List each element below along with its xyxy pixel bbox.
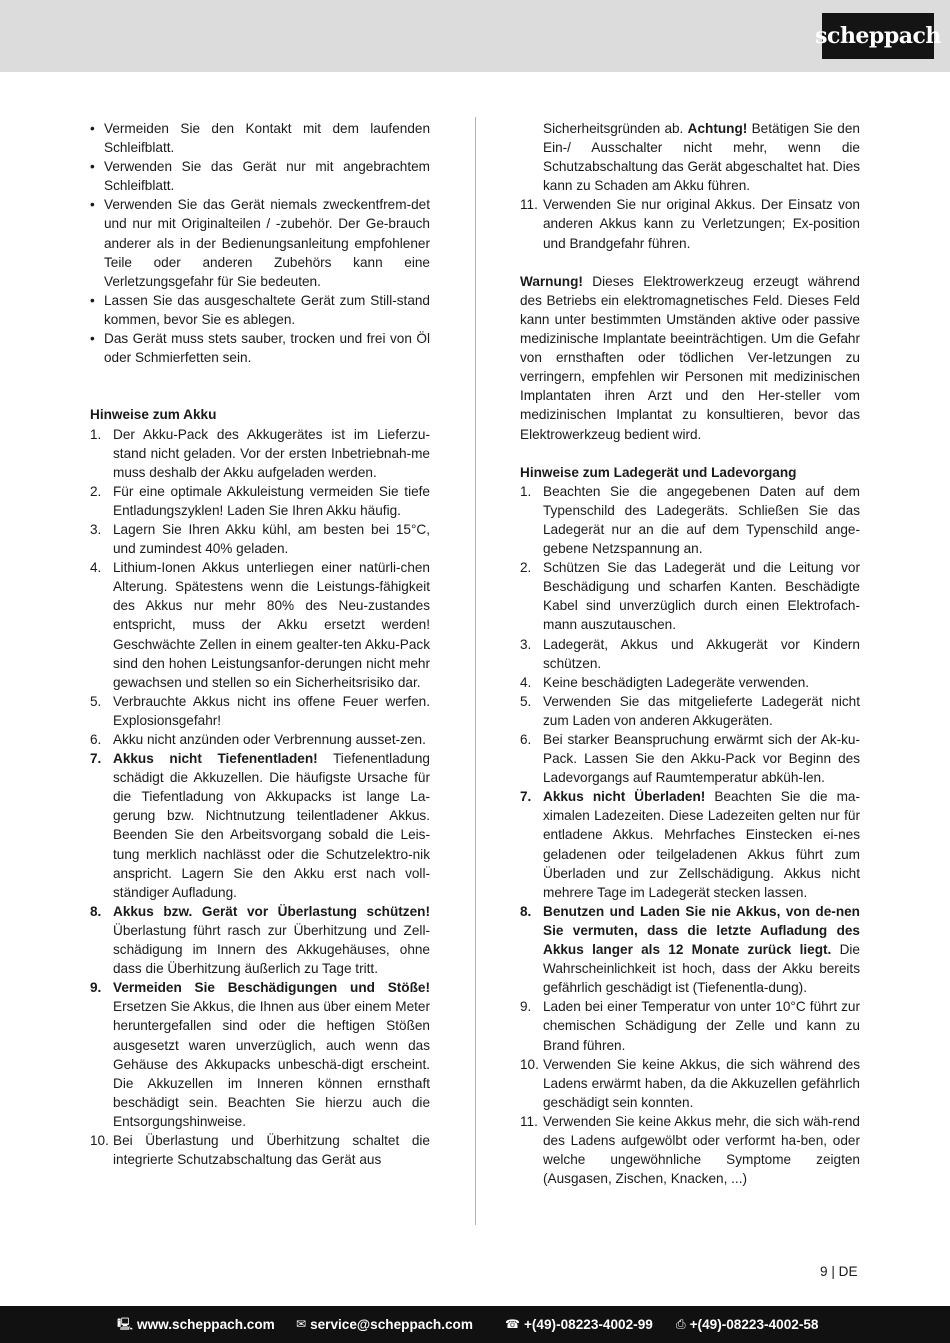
bullet-item: • Vermeiden Sie den Kontakt mit dem laufenden Schleifblatt.: [90, 119, 430, 157]
logo-text: scheppach: [815, 23, 941, 49]
section-heading-charger: Hinweise zum Ladegerät und Ladevorgang: [520, 464, 797, 480]
bullet-item: • Das Gerät muss stets sauber, trocken und frei von Öl oder Schmierfetten sein.: [90, 329, 430, 367]
bullet-item: • Verwenden Sie das Gerät niemals zweckentfrem-det und nur mit Originalteilen / -zubehör. Der Ge-brauch anderer als in der Bedienungsanleitung empfohlener Teile oder anderen Zubehörs kann eine Verletzungsgefahr für Sie bedeuten.: [90, 195, 430, 290]
list-item: 7. Akkus nicht Tiefenentladen! Tiefenentladung schädigt die Akkuzellen. Die häufigste Ursache für die Tiefentladung von Akkupacks ist lange La-gerung bzw. Nichtnutzung teilentladener Akkus. Beenden Sie den Arbeitsvorgang sobald die Leis-tung merklich nachlässt oder die Schutzelektro-nik anspricht. Lagern Sie den Akku erst nach voll-ständiger Aufladung.: [90, 751, 430, 900]
list-item: 1. Beachten Sie die angegebenen Daten auf dem Typenschild des Ladegeräts. Schließen Sie das Ladegerät nur an die auf dem Typenschild ange-gebene Netzspannung an.: [520, 483, 860, 557]
bullet-item: • Verwenden Sie das Gerät nur mit angebrachtem Schleifblatt.: [90, 157, 430, 195]
header-band: [0, 0, 950, 72]
website-link[interactable]: www.scheppach.com: [137, 1317, 275, 1332]
page-number: 9 | DE: [820, 1264, 858, 1279]
list-item: 5. Verbrauchte Akkus nicht ins offene Feuer werfen. Explosionsgefahr!: [90, 693, 430, 728]
footer-website[interactable]: [117, 1316, 275, 1333]
email-link[interactable]: service@scheppach.com: [310, 1317, 473, 1332]
list-item: 7. Akkus nicht Überladen! Beachten Sie die ma-ximalen Ladezeiten. Diese Ladezeiten gelten nur für entladene Akkus. Mehrfaches Einstecken ei-nes geladenen oder teilgeladenen Akkus führt zum Überladen und zur Zellschädigung. Akkus nicht mehrere Tage im Ladegerät stecken lassen.: [520, 789, 861, 900]
column-divider: [475, 117, 476, 1225]
list-item: 10. Bei Überlastung und Überhitzung schaltet die integrierte Schutzabschaltung das Gerät aus: [90, 1132, 430, 1168]
list-item: 3. Ladegerät, Akkus und Akkugerät vor Kindern schützen.: [520, 636, 860, 671]
footer-phone: [505, 1316, 653, 1333]
right-column: [520, 119, 860, 1188]
computer-icon: 🖳: [117, 1317, 134, 1331]
list-item: 11. Verwenden Sie nur original Akkus. Der Einsatz von anderen Akkus kann zu Verletzungen; Ex-position und Brandgefahr führen.: [520, 197, 860, 251]
footer-fax: [676, 1316, 818, 1333]
email-icon: ✉: [296, 1317, 307, 1331]
list-item: 6. Bei starker Beanspruchung erwärmt sich der Ak-ku-Pack. Lassen Sie den Akku-Pack vor Beginn des Ladevorgangs auf Raumtemperatur abküh-len.: [520, 732, 860, 786]
list-item: 1. Der Akku-Pack des Akkugerätes ist im Lieferzu-stand nicht geladen. Vor der ersten Inbetriebnah-me muss deshalb der Akku aufgeladen werden.: [90, 426, 430, 480]
list-item: 9. Laden bei einer Temperatur von unter 10°C führt zur chemischen Schädigung der Zelle und kann zu Brand führen.: [520, 999, 860, 1053]
list-item: 8. Akkus bzw. Gerät vor Überlastung schützen! Überlastung führt rasch zur Überhitzung und Zell-schädigung im Innern des Akkugehäuses, ohne dass die Überhitzung äußerlich zu Tage tritt.: [90, 903, 430, 977]
footer-email[interactable]: [296, 1316, 473, 1333]
fax-number: +(49)-08223-4002-58: [689, 1317, 819, 1332]
list-item: 2. Für eine optimale Akkuleistung vermeiden Sie tiefe Entladungszyklen! Laden Sie Ihren Akku häufig.: [90, 483, 430, 518]
fax-icon: ⎙: [676, 1317, 686, 1331]
list-item: 5. Verwenden Sie das mitgelieferte Ladegerät nicht zum Laden von anderen Akkugeräten.: [520, 693, 860, 728]
list-item: 2. Schützen Sie das Ladegerät und die Leitung vor Beschädigung und scharfen Kanten. Beschädigte Kabel sind unverzüglich durch einen Elektrofach-mann auszutauschen.: [520, 560, 860, 633]
list-item-continued: Sicherheitsgründen ab. Achtung! Betätigen Sie den Ein-/ Ausschalter nicht mehr, wenn die Schutzabschaltung das Gerät abgeschaltet hat. Dies kann zu Schaden am Akku führen.: [543, 121, 860, 194]
list-item: 11. Verwenden Sie keine Akkus mehr, die sich wäh-rend des Ladens aufgewölbt oder verformt ha-ben, oder welche ungewöhnliche Symptome zeigten (Ausgasen, Zischen, Knacken, ...): [520, 1113, 860, 1187]
list-item: 4. Keine beschädigten Ladegeräte verwenden.: [520, 674, 810, 690]
phone-icon: ☎: [505, 1317, 520, 1331]
list-item: 8. Benutzen und Laden Sie nie Akkus, von de-nen Sie vermuten, dass die letzte Aufladung des Akkus langer als 12 Monate zurück liegt. Die Wahrscheinlichkeit ist hoch, dass der Akku bereits gefährlich geschädigt ist (Tiefenentla-dung).: [520, 903, 860, 996]
bullet-item: • Lassen Sie das ausgeschaltete Gerät zum Still-stand kommen, bevor Sie es ablegen.: [90, 291, 430, 329]
left-column: [90, 119, 430, 1169]
list-item: 3. Lagern Sie Ihren Akku kühl, am besten bei 15°C, und zumindest 40% geladen.: [90, 521, 430, 557]
section-heading-akku: Hinweise zum Akku: [90, 407, 217, 423]
list-item: 6. Akku nicht anzünden oder Verbrennung ausset-zen.: [90, 732, 426, 747]
list-item: 10. Verwenden Sie keine Akkus, die sich während des Ladens erwärmt haben, da die Akkuzellen gefährlich geschädigt sein konnten.: [520, 1056, 860, 1110]
list-item: 4. Lithium-Ionen Akkus unterliegen einer natürli-chen Alterung. Spätestens wenn die Leistungs-fähigkeit des Akkus nur mehr 80% des Neu-zustandes entspricht, muss der Akku ersetzt werden! Geschwächte Zellen in einem gealter-ten Akku-Pack sind den hohen Leistungsanfor-derungen nicht mehr gewachsen und stellen so ein Sicherheitsrisiko dar.: [90, 560, 430, 690]
warning-paragraph: Warnung! Dieses Elektrowerkzeug erzeugt während des Betriebs ein elektromagnetisches Feld. Dieses Feld kann unter bestimmten Umständen aktive oder passive medizinische Implantate beeinträchtigen. Um die Gefahr von ernsthaften oder tödlichen Ver-letzungen zu verringern, empfehlen wir Personen mit medizinischen Implantaten ihren Arzt und den Her-steller vom medizinischen Implantat zu konsultieren, bevor das Elektrowerkzeug bedient wird.: [520, 273, 860, 442]
phone-number: +(49)-08223-4002-99: [523, 1317, 653, 1332]
list-item: 9. Vermeiden Sie Beschädigungen und Stöße! Ersetzen Sie Akkus, die Ihnen aus über einem Meter heruntergefallen sind oder die heftigen Stößen ausgesetzt waren unverzüglich, auch wenn das Gehäuse des Akkupacks unbeschä-digt erscheint. Die Akkuzellen im Inneren können ernsthaft beschädigt sein. Beachten Sie hierzu auch die Entsorgungshinweise.: [90, 980, 430, 1129]
scheppach-logo: [815, 13, 941, 59]
